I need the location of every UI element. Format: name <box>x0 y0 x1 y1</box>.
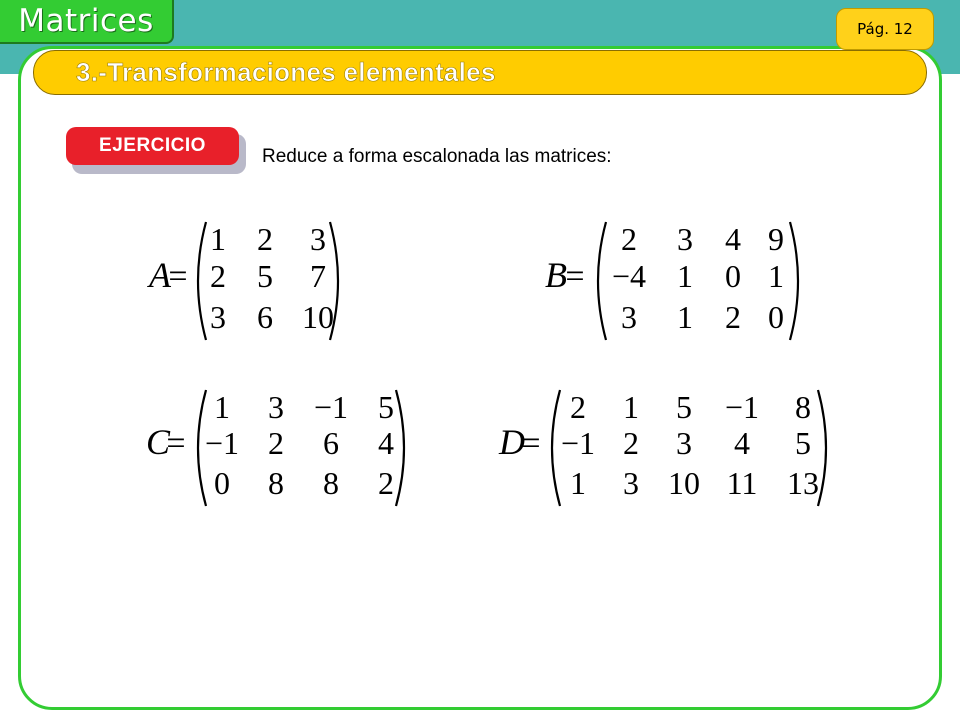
matrix-entry: 1 <box>623 389 639 425</box>
left-parenthesis <box>598 222 606 340</box>
matrix-entry: 3 <box>676 425 692 461</box>
matrix-name: D <box>499 422 525 462</box>
matrix-entry: 8 <box>268 465 284 501</box>
matrix-entry: 9 <box>768 221 784 257</box>
matrix-entry: −4 <box>611 258 647 294</box>
matrix-entry: 2 <box>570 389 586 425</box>
matrix-entry: 5 <box>378 389 394 425</box>
matrix-entry: 2 <box>257 221 273 257</box>
matrix-entry: 10 <box>302 299 334 335</box>
equals-sign: = <box>565 258 585 295</box>
matrix-entry: 1 <box>677 299 693 335</box>
matrix-name: B <box>545 255 567 295</box>
matrix-d <box>498 389 826 506</box>
matrix-entry: 11 <box>726 465 758 501</box>
left-parenthesis <box>198 222 206 340</box>
right-parenthesis <box>396 390 404 506</box>
matrix-a <box>147 221 338 340</box>
matrix-entry: 1 <box>570 465 586 501</box>
matrix-entry: 7 <box>310 258 326 294</box>
exercise-label: EJERCICIO <box>99 135 206 156</box>
exercise-instruction: Reduce a forma escalonada las matrices: <box>262 146 612 167</box>
left-parenthesis <box>552 390 560 506</box>
matrix-entry: 5 <box>676 389 692 425</box>
matrix-entry: −1 <box>560 425 596 461</box>
equals-sign: = <box>521 425 541 462</box>
matrix-entry: 2 <box>378 465 394 501</box>
matrix-entry: −1 <box>313 389 349 425</box>
matrix-entry: 13 <box>787 465 819 501</box>
matrix-entry: 4 <box>734 425 750 461</box>
matrix-entry: 6 <box>257 299 273 335</box>
matrix-entry: 4 <box>725 221 741 257</box>
matrix-entry: 5 <box>257 258 273 294</box>
matrix-entry: 1 <box>677 258 693 294</box>
matrix-entry: 5 <box>795 425 811 461</box>
matrix-entry: 3 <box>268 389 284 425</box>
matrix-entry: −1 <box>204 425 240 461</box>
brand-title: Matrices <box>18 3 154 39</box>
equals-sign: = <box>168 258 188 295</box>
matrix-entry: 2 <box>725 299 741 335</box>
matrix-b <box>545 221 798 340</box>
matrix-entry: 1 <box>768 258 784 294</box>
matrix-entry: 2 <box>621 221 637 257</box>
matrix-entry: 0 <box>214 465 230 501</box>
matrix-entry: 0 <box>725 258 741 294</box>
matrix-entry: 6 <box>323 425 339 461</box>
matrix-entry: 2 <box>210 258 226 294</box>
matrix-entry: 3 <box>623 465 639 501</box>
matrix-entry: 3 <box>310 221 326 257</box>
matrix-entry: −1 <box>724 389 760 425</box>
matrix-entry: 2 <box>268 425 284 461</box>
matrix-c <box>146 389 404 506</box>
right-parenthesis <box>790 222 798 340</box>
equals-sign: = <box>166 425 186 462</box>
matrix-name: C <box>145 422 171 462</box>
matrix-entry: 0 <box>768 299 784 335</box>
matrix-name: A <box>149 255 171 295</box>
matrix-entry: 10 <box>668 465 700 501</box>
section-title: 3.-Transformaciones elementales <box>76 57 496 87</box>
matrix-entry: 8 <box>795 389 811 425</box>
matrix-entry: 1 <box>210 221 226 257</box>
matrix-entry: 3 <box>677 221 693 257</box>
matrix-entry: 1 <box>214 389 230 425</box>
matrix-entry: 4 <box>378 425 394 461</box>
page-number: Pág. 12 <box>857 20 913 38</box>
matrix-entry: 3 <box>210 299 226 335</box>
matrix-entry: 8 <box>323 465 339 501</box>
matrix-entry: 3 <box>621 299 637 335</box>
matrix-entry: 2 <box>623 425 639 461</box>
right-parenthesis <box>818 390 826 506</box>
